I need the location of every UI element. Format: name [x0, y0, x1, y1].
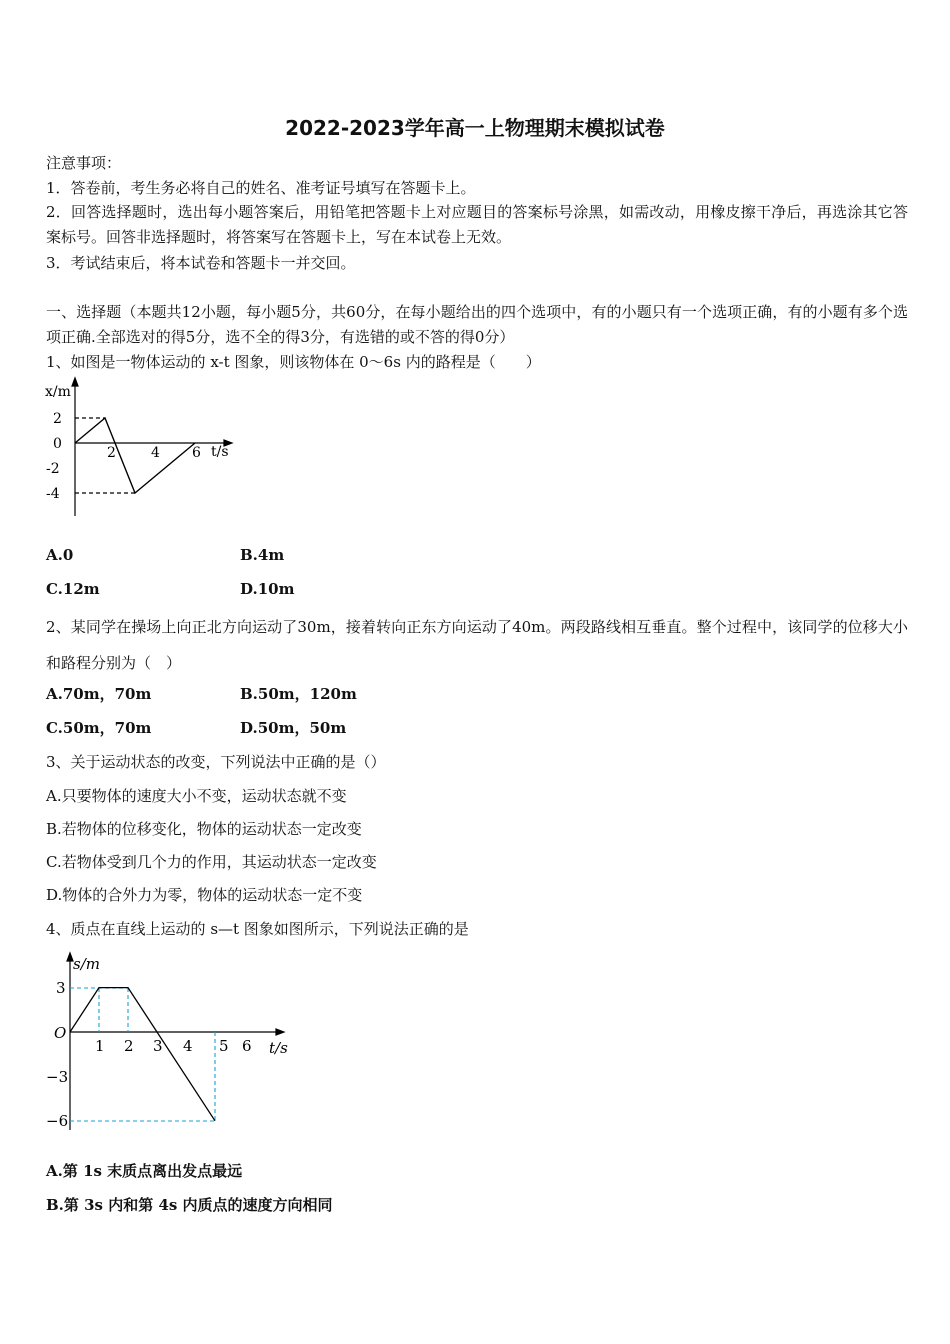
question-1-option-c: C.12m [46, 580, 100, 598]
q1-ylabel: x/m [45, 384, 71, 400]
q4-ylabel: s/m [73, 955, 100, 973]
q1-ytick-2: 2 [53, 411, 62, 427]
q4-ytick-3: 3 [56, 979, 66, 997]
q4-xtick-2: 2 [124, 1037, 134, 1055]
q4-st-line [70, 988, 215, 1121]
q1-ytick-minus4: -4 [46, 486, 60, 502]
notice-heading: 注意事项： [46, 154, 122, 172]
q1-xlabel: t/s [211, 444, 229, 460]
q1-xtick-2: 2 [107, 445, 116, 461]
q1-xt-line [75, 418, 195, 493]
question-2-option-a: A.70m，70m [46, 685, 152, 703]
q4-ytick-minus6: −6 [46, 1112, 69, 1130]
question-2-option-d: D.50m，50m [240, 719, 347, 737]
question-1-option-a: A.0 [46, 546, 74, 564]
q4-xlabel: t/s [269, 1039, 288, 1057]
section-instructions: 一、选择题（本题共12小题，每小题5分，共60分，在每小题给出的四个选项中，有的小题只有一个选项正确，有的小题有多个选项正确.全部选对的得5分，选不全的得3分，有选错的或不答的得0分） [46, 303, 908, 346]
q1-xtick-4: 4 [151, 445, 160, 461]
question-2-stem: 2、某同学在操场上向正北方向运动了30m，接着转向正东方向运动了40m。两段路线相互垂直。整个过程中，该同学的位移大小和路程分别为（ ） [46, 618, 908, 672]
q1-ytick-0: 0 [53, 436, 62, 452]
question-3-stem: 3、关于运动状态的改变，下列说法中正确的是（） [46, 753, 386, 771]
q4-xtick-1: 1 [95, 1037, 105, 1055]
q4-xtick-6: 6 [242, 1037, 252, 1055]
notice-item-3: 3．考试结束后，将本试卷和答题卡一并交回。 [46, 254, 356, 272]
question-1-option-d: D.10m [240, 580, 295, 598]
question-3-option-a: A.只要物体的速度大小不变，运动状态就不变 [46, 787, 347, 805]
q1-y-axis-arrow [72, 378, 78, 386]
question-4-stem: 4、质点在直线上运动的 s—t 图象如图所示，下列说法正确的是 [46, 920, 469, 938]
question-2-option-c: C.50m，70m [46, 719, 152, 737]
question-3-option-d: D.物体的合外力为零，物体的运动状态一定不变 [46, 886, 363, 904]
notice-item-1: 1．答卷前，考生务必将自己的姓名、准考证号填写在答题卡上。 [46, 179, 476, 197]
question-4-st-graph [40, 950, 300, 1135]
notice-item-2: 2．回答选择题时，选出每小题答案后，用铅笔把答题卡上对应题目的答案标号涂黑，如需改动，用橡皮擦干净后，再选涂其它答案标号。回答非选择题时，将答案写在答题卡上，写在本试卷上无效。 [46, 203, 908, 246]
page-title: 2022-2023学年高一上物理期末模拟试卷 [285, 116, 665, 140]
question-1-option-b: B.4m [240, 546, 285, 564]
q4-ytick-minus3: −3 [46, 1068, 69, 1086]
question-2-option-b: B.50m，120m [240, 685, 357, 703]
question-3-option-b: B.若物体的位移变化，物体的运动状态一定改变 [46, 820, 362, 838]
q4-xtick-4: 4 [183, 1037, 193, 1055]
q4-xtick-5: 5 [219, 1037, 229, 1055]
question-4-option-a: A.第 1s 末质点离出发点最远 [46, 1162, 243, 1180]
q1-ytick-minus2: -2 [46, 461, 60, 477]
question-4-option-b: B.第 3s 内和第 4s 内质点的速度方向相同 [46, 1196, 333, 1214]
question-3-option-c: C.若物体受到几个力的作用，其运动状态一定改变 [46, 853, 377, 871]
q4-x-axis-arrow [276, 1029, 284, 1035]
q1-xtick-6: 6 [192, 445, 201, 461]
q4-xtick-3: 3 [153, 1037, 163, 1055]
question-1-xt-graph [40, 376, 240, 521]
question-1-stem: 1、如图是一物体运动的 x-t 图象，则该物体在 0～6s 内的路程是（ ） [46, 353, 541, 371]
q4-origin: O [54, 1024, 67, 1042]
